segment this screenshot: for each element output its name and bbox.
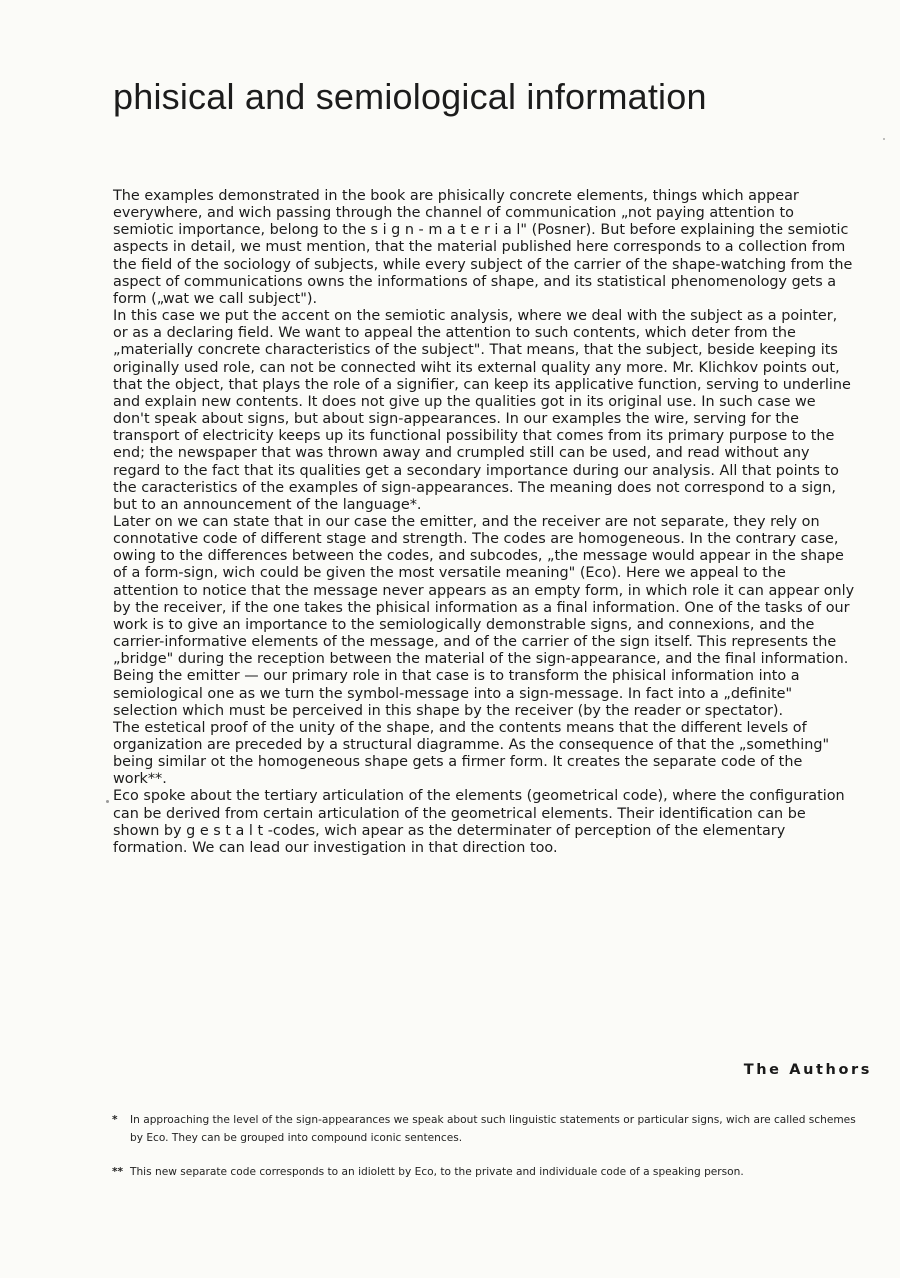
- article-body: [113, 188, 855, 857]
- paragraph-4: Being the emitter — our primary role in that case is to transform the phisical information into a semiological one as we turn the symbol-message into a sign-message. In fact into a „definite" selection which must be perceived in this shape by the receiver (by the reader or spectator).: [113, 668, 800, 719]
- paper-speck: [883, 138, 885, 140]
- paragraph-2: In this case we put the accent on the semiotic analysis, where we deal with the subject as a pointer, or as a declaring field. We want to appeal the attention to such contents, which deter from the „materially concrete characteristics of the subject". That means, that the subject, beside keeping its originally used role, can not be connected wiht its external quality any more. Mr. Klichkov points out, that the object, that plays the role of a signifier, can keep its applicative function, serving to underline and explain new contents. It does not give up the qualities got in its original use. In such case we don't speak about signs, but about sign-appearances. In our examples the wire, serving for the transport of electricity keeps up its functional possibility that comes from its primary purpose to the end; the newspaper that was thrown away and crumpled still can be used, and read without any regard to the fact that its qualities get a secondary importance during our analysis. All that points to the caracteristics of the examples of sign-appearances. The meaning does not correspond to a sign, but to an announcement of the language*.: [113, 308, 851, 513]
- margin-dot: [106, 800, 109, 803]
- footnote-mark: *: [112, 1114, 118, 1126]
- footnote-mark: **: [112, 1166, 124, 1178]
- paragraph-1: The examples demonstrated in the book are phisically concrete elements, things which appear everywhere, and wich passing through the channel of communication „not paying attention to semiotic importance, belong to the s i g n - m a t e r i a l" (Posner). But before explaining the semiotic aspects in detail, we must mention, that the material published here corresponds to a collection from the field of the sociology of subjects, while every subject of the carrier of the shape-watching from the aspect of communications owns the informations of shape, and its statistical phenomenology gets a form („wat we call subject").: [113, 188, 853, 307]
- footnote-text: This new separate code corresponds to an idiolett by Eco, to the private and individuale code of a speaking person.: [130, 1166, 744, 1178]
- paragraph-3: Later on we can state that in our case the emitter, and the receiver are not separate, they rely on connotative code of different stage and strength. The codes are homogeneous. In the contrary case, owing to the differences between the codes, and subcodes, „the message would appear in the shape of a form-sign, wich could be given the most versatile meaning" (Eco). Here we appeal to the attention to notice that the message never appears as an empty form, in which role it can appear only by the receiver, if the one takes the phisical information as a final information. One of the tasks of our work is to give an importance to the semiologically demonstrable signs, and connexions, and the carrier-informative elements of the message, and of the carrier of the sign itself. This represents the „bridge" during the reception between the material of the sign-appearance, and the final information.: [113, 513, 855, 668]
- paragraph-5: The estetical proof of the unity of the shape, and the contents means that the different levels of organization are preceded by a structural diagramme. As the consequence of that the „something" being similar ot the homogeneous shape gets a firmer form. It creates the separate code of the work**.: [113, 719, 830, 788]
- footnote-text: In approaching the level of the sign-appearances we speak about such linguistic statements or particular signs, wich are called schemes by Eco. They can be grouped into compound iconic sentences.: [130, 1114, 856, 1144]
- footnotes: [112, 1111, 867, 1197]
- page-title: phisical and semiological information: [113, 76, 707, 117]
- paragraph-6: Eco spoke about the tertiary articulation of the elements (geometrical code), where the configuration can be derived from certain articulation of the geometrical elements. Their identification can be shown by g e s t a l t -codes, wich apear as the determinater of perception of the elementary formation. We can lead our investigation in that direction too.: [113, 788, 845, 856]
- signature: The Authors: [743, 1062, 872, 1078]
- footnote-1: [112, 1111, 867, 1147]
- footnote-2: [112, 1163, 867, 1181]
